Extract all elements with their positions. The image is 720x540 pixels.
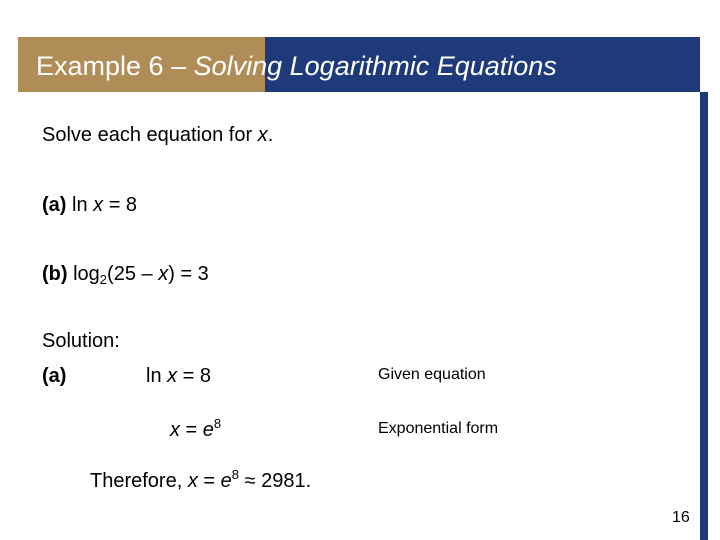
conclusion-eq: = bbox=[197, 470, 221, 492]
conclusion-approx: ≈ 2981. bbox=[238, 470, 312, 492]
step-2-eq: = bbox=[180, 419, 203, 441]
conclusion-prefix: Therefore, bbox=[90, 470, 188, 492]
problem-b-var: x bbox=[158, 263, 169, 285]
step-1-var: x bbox=[167, 365, 178, 387]
step-1-note: Given equation bbox=[378, 366, 486, 383]
instruction-var: x bbox=[257, 124, 268, 146]
slide-title bbox=[36, 46, 557, 86]
step-1 bbox=[146, 364, 211, 388]
step-1-text: ln bbox=[146, 365, 168, 387]
solution-part-label: (a) bbox=[42, 365, 67, 387]
step-2 bbox=[170, 418, 221, 442]
instruction-suffix: . bbox=[267, 124, 274, 146]
instruction bbox=[42, 123, 273, 147]
conclusion-exp: 8 bbox=[231, 467, 239, 482]
problem-b-rest: ) = 3 bbox=[168, 263, 209, 285]
problem-b-base: 2 bbox=[99, 272, 108, 287]
step-2-base: e bbox=[202, 419, 214, 441]
problem-b-label: (b) bbox=[42, 263, 68, 285]
problem-b-open: (25 – bbox=[107, 263, 159, 285]
step-2-exp: 8 bbox=[213, 416, 222, 431]
title-prefix: Example 6 – bbox=[36, 51, 194, 81]
conclusion-var: x bbox=[187, 470, 198, 492]
problem-a-text: ln bbox=[66, 194, 94, 216]
problem-a-var: x bbox=[93, 194, 104, 216]
problem-a-label: (a) bbox=[42, 194, 67, 216]
step-1-rest: = 8 bbox=[177, 365, 212, 387]
problem-b bbox=[42, 262, 209, 286]
conclusion-base: e bbox=[220, 470, 232, 492]
problem-a-rest: = 8 bbox=[103, 194, 138, 216]
problem-b-text: log bbox=[67, 263, 100, 285]
step-2-note: Exponential form bbox=[378, 420, 499, 437]
right-edge-rule bbox=[700, 92, 708, 540]
page-number: 16 bbox=[672, 509, 690, 526]
conclusion bbox=[90, 469, 311, 493]
problem-a bbox=[42, 193, 137, 217]
instruction-prefix: Solve each equation for bbox=[42, 124, 258, 146]
solution-label: Solution: bbox=[42, 330, 120, 352]
step-2-var: x bbox=[170, 419, 180, 441]
title-main: Solving Logarithmic Equations bbox=[193, 51, 557, 81]
